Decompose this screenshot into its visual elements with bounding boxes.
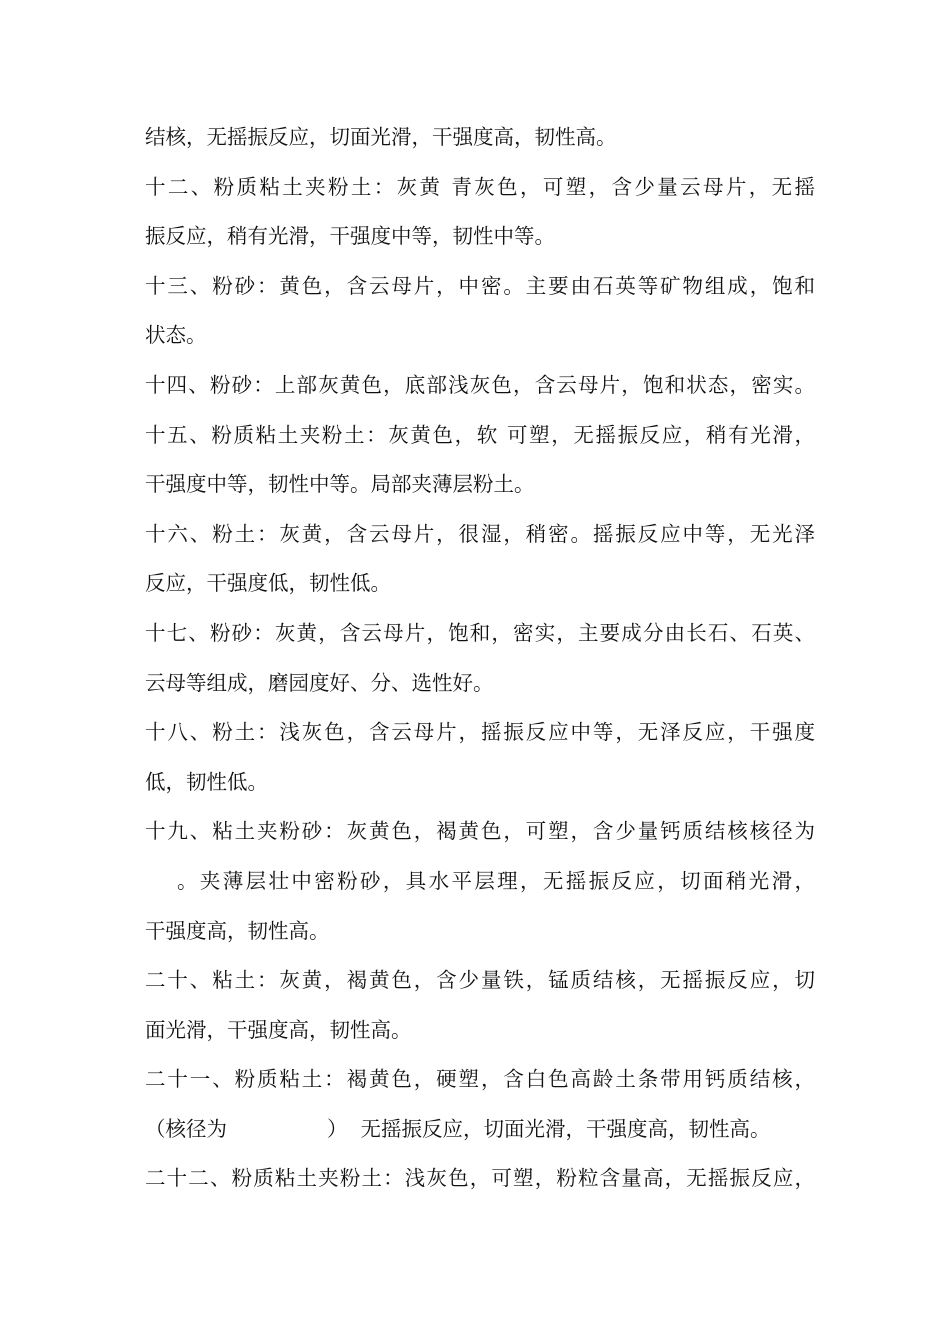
text-line: 反应，干强度低，韧性低。 <box>145 571 391 596</box>
text-line: 振反应，稍有光滑，干强度中等，韧性中等。 <box>145 224 555 249</box>
text-line: 低，韧性低。 <box>145 769 268 794</box>
text-line: 云母等组成，磨园度好、分、选性好。 <box>145 670 494 695</box>
text-line: 十五、粉质粘土夹粉土：灰黄色，软 可塑，无摇振反应，稍有光滑， <box>145 422 815 447</box>
text-line: 十二、粉质粘土夹粉土：灰黄 青灰色，可塑，含少量云母片，无摇 <box>145 174 815 199</box>
text-fragment: （核径为 <box>145 1116 227 1141</box>
text-line: 结核，无摇振反应，切面光滑，干强度高，韧性高。 <box>145 125 617 149</box>
text-line: 十九、粘土夹粉砂：灰黄色，褐黄色，可塑，含少量钙质结核核径为 <box>145 819 815 844</box>
text-line: 二十二、粉质粘土夹粉土：浅灰色，可塑，粉粒含量高，无摇振反应， <box>145 1166 815 1191</box>
text-line: 十八、粉土：浅灰色，含云母片，摇振反应中等，无泽反应，干强度 <box>145 720 815 745</box>
text-line: 十七、粉砂：灰黄，含云母片，饱和，密实，主要成分由长石、石英、 <box>145 620 815 645</box>
text-line: 十六、粉土：灰黄，含云母片，很湿，稍密。摇振反应中等，无光泽 <box>145 521 815 546</box>
text-line: 十四、粉砂：上部灰黄色，底部浅灰色，含云母片，饱和状态，密实。 <box>145 372 815 397</box>
text-line: 面光滑，干强度高，韧性高。 <box>145 1017 412 1042</box>
text-line: 干强度中等，韧性中等。局部夹薄层粉土。 <box>145 472 535 497</box>
text-line: 。夹薄层壮中密粉砂，具水平层理，无摇振反应，切面稍光滑， <box>177 868 815 893</box>
text-line: 二十、粘土：灰黄，褐黄色，含少量铁，锰质结核，无摇振反应，切 <box>145 968 815 993</box>
text-line: 干强度高，韧性高。 <box>145 918 330 943</box>
document-body <box>145 113 815 1204</box>
text-line: 状态。 <box>145 323 207 348</box>
text-line: 二十一、粉质粘土：褐黄色，硬塑，含白色高龄土条带用钙质结核， <box>145 1067 815 1092</box>
text-fragment: ） 无摇振反应，切面光滑，干强度高，韧性高。 <box>327 1116 771 1141</box>
text-line: 十三、粉砂：黄色，含云母片，中密。主要由石英等矿物组成，饱和 <box>145 273 815 298</box>
text-line-split <box>145 1105 815 1155</box>
